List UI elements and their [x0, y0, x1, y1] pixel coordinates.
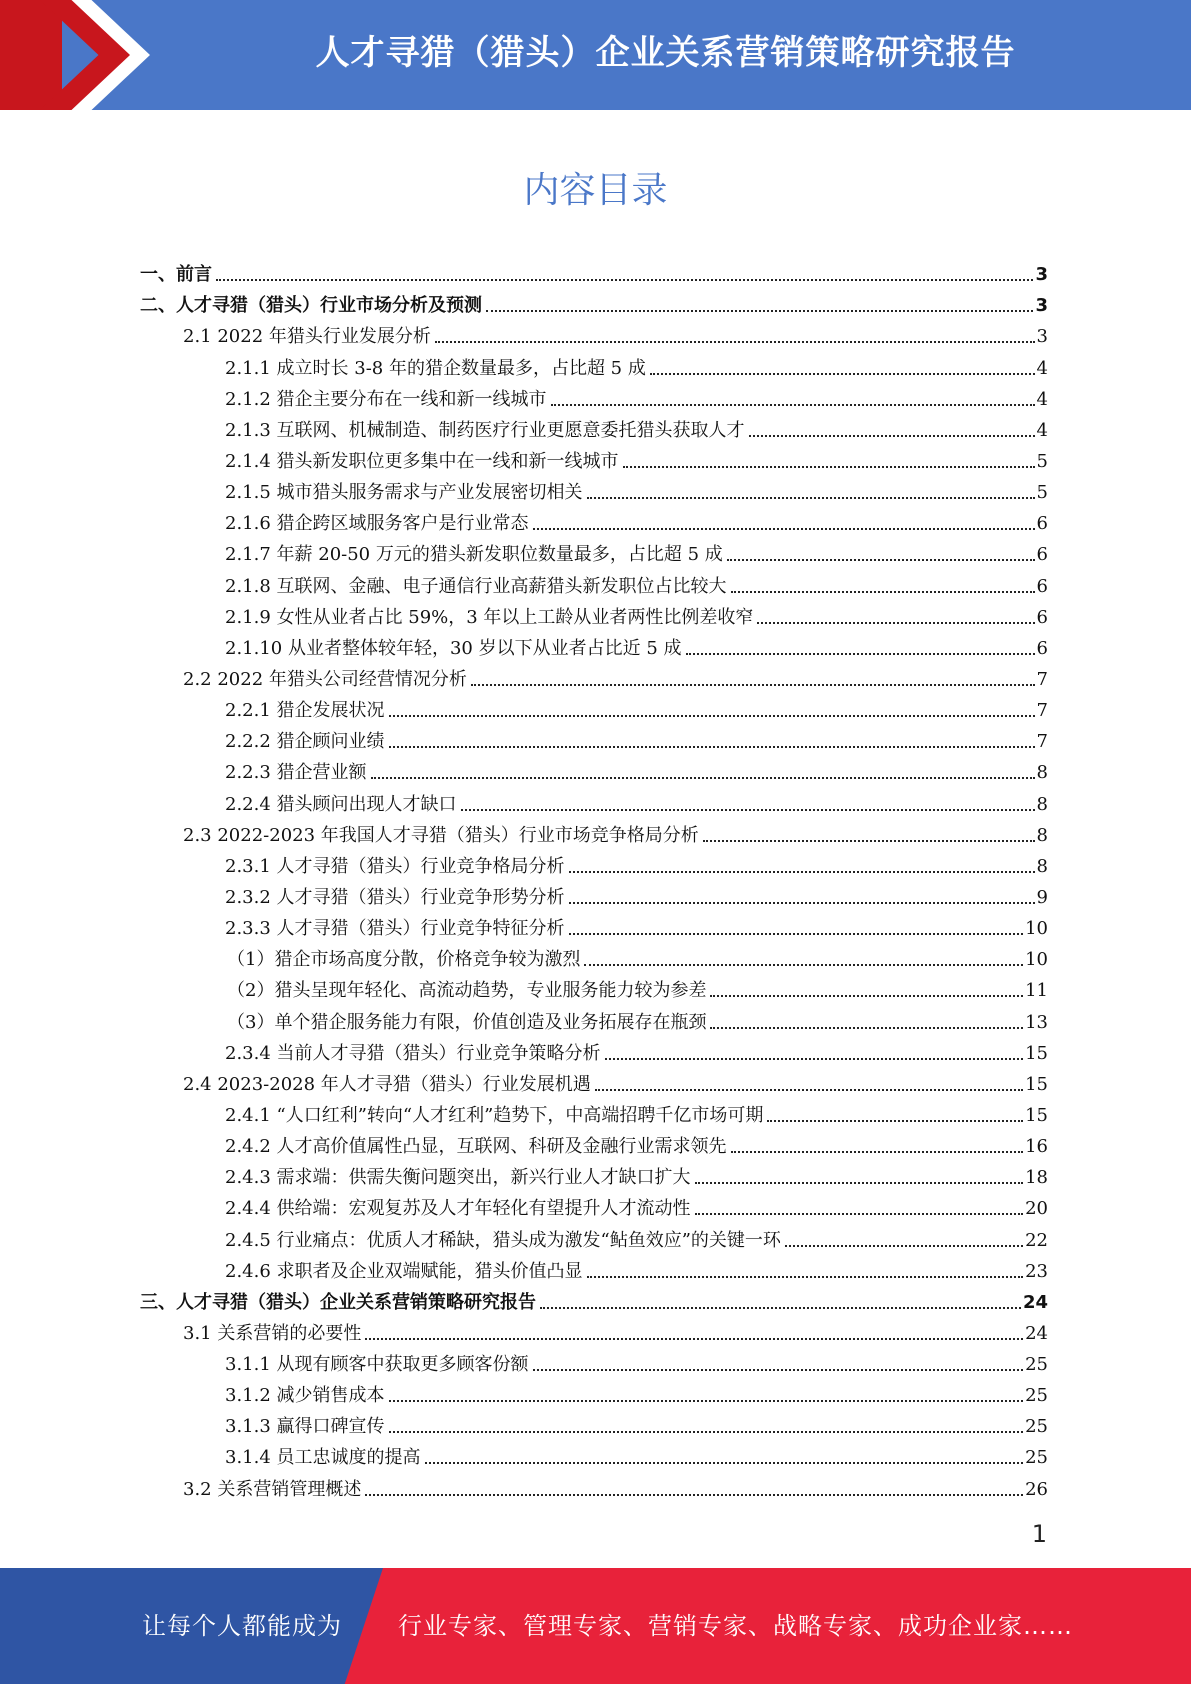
- toc-leader-dots: [749, 434, 1035, 437]
- toc-entry[interactable]: [140, 1220, 1048, 1251]
- footer-slogan-left: 让每个人都能成为: [142, 1612, 342, 1640]
- toc-leader-dots: [584, 963, 1023, 966]
- toc-entry-title: 2.4 2023-2028 年人才寻猎（猎头）行业发展机遇: [183, 1073, 591, 1095]
- toc-entry[interactable]: [140, 971, 1048, 1002]
- toc-leader-dots: [569, 870, 1035, 873]
- toc-leader-dots: [425, 1461, 1024, 1464]
- toc-entry[interactable]: [140, 1407, 1048, 1438]
- toc-leader-dots: [461, 808, 1035, 811]
- report-title: 人才寻猎（猎头）企业关系营销策略研究报告: [315, 33, 1016, 73]
- toc-leader-dots: [731, 1150, 1024, 1153]
- toc-entry[interactable]: [140, 691, 1048, 722]
- toc-leader-dots: [533, 1368, 1024, 1371]
- toc-entry-page: 25: [1025, 1447, 1048, 1469]
- toc-entry[interactable]: [140, 847, 1048, 878]
- toc-entry[interactable]: [140, 660, 1048, 691]
- toc-entry-title: 2.1.5 城市猎头服务需求与产业发展密切相关: [225, 482, 583, 504]
- toc-entry-page: 8: [1036, 793, 1048, 815]
- toc-entry-title: 2.4.3 需求端：供需失衡问题突出，新兴行业人才缺口扩大: [225, 1167, 691, 1189]
- toc-entry[interactable]: [140, 1096, 1048, 1127]
- toc-entry-page: 8: [1036, 824, 1048, 846]
- toc-entry-title: 2.4.2 人才高价值属性凸显，互联网、科研及金融行业需求领先: [225, 1136, 727, 1158]
- toc-leader-dots: [389, 1430, 1024, 1433]
- toc-entry[interactable]: [140, 380, 1048, 411]
- toc-entry-title: 2.1.6 猎企跨区域服务客户是行业常态: [225, 513, 529, 535]
- toc-entry-title: 2.1 2022 年猎头行业发展分析: [183, 326, 431, 348]
- toc-entry-title: 2.4.6 求职者及企业双端赋能，猎头价值凸显: [225, 1260, 583, 1282]
- toc-entry[interactable]: [140, 753, 1048, 784]
- footer-slogan-right: 行业专家、管理专家、营销专家、战略专家、成功企业家……: [398, 1612, 1073, 1640]
- toc-entry[interactable]: [140, 878, 1048, 909]
- toc-entry-title: 2.3.3 人才寻猎（猎头）行业竞争特征分析: [225, 918, 565, 940]
- toc-entry-title: 一、前言: [140, 264, 212, 286]
- toc-entry[interactable]: [140, 1345, 1048, 1376]
- toc-leader-dots: [540, 1306, 1021, 1309]
- toc-entry[interactable]: [140, 1002, 1048, 1033]
- toc-leader-dots: [486, 309, 1033, 312]
- toc-leader-dots: [757, 621, 1034, 624]
- toc-entry[interactable]: [140, 411, 1048, 442]
- toc-entry-page: 24: [1025, 1322, 1048, 1344]
- toc-leader-dots: [587, 1275, 1024, 1278]
- header-red-block: [0, 0, 62, 110]
- toc-entry-title: 2.4.5 行业痛点：优质人才稀缺，猎头成为激发“鲇鱼效应”的关键一环: [225, 1229, 781, 1251]
- toc-entry-page: 7: [1036, 700, 1048, 722]
- toc-leader-dots: [389, 745, 1035, 748]
- toc-entry-page: 7: [1036, 668, 1048, 690]
- toc-entry[interactable]: [140, 473, 1048, 504]
- toc-leader-dots: [569, 932, 1024, 935]
- toc-entry-title: 2.1.7 年薪 20-50 万元的猎头新发职位数量最多，占比超 5 成: [225, 544, 723, 566]
- toc-entry-title: 3.1.2 减少销售成本: [225, 1385, 385, 1407]
- toc-leader-dots: [471, 683, 1035, 686]
- toc-entry-page: 26: [1025, 1478, 1048, 1500]
- toc-leader-dots: [551, 403, 1035, 406]
- toc-entry[interactable]: [140, 348, 1048, 379]
- toc-entry-page: 11: [1025, 980, 1048, 1002]
- toc-entry-page: 4: [1036, 357, 1048, 379]
- toc-leader-dots: [727, 558, 1035, 561]
- toc-leader-dots: [389, 1399, 1024, 1402]
- toc-entry[interactable]: [140, 1252, 1048, 1283]
- toc-heading: 内容目录: [523, 170, 668, 211]
- toc-leader-dots: [695, 1181, 1024, 1184]
- toc-entry-title: 2.2.2 猎企顾问业绩: [225, 731, 385, 753]
- toc-entry-title: 二、人才寻猎（猎头）行业市场分析及预测: [140, 295, 482, 317]
- toc-entry-title: 2.1.10 从业者整体较年轻，30 岁以下从业者占比近 5 成: [225, 637, 682, 659]
- toc-leader-dots: [365, 1337, 1023, 1340]
- toc-leader-dots: [569, 901, 1035, 904]
- toc-entry-page: 6: [1036, 513, 1048, 535]
- toc-entry-title: 2.1.2 猎企主要分布在一线和新一线城市: [225, 388, 547, 410]
- toc-entry[interactable]: [140, 566, 1048, 597]
- toc-leader-dots: [710, 1026, 1023, 1029]
- toc-entry-title: 2.1.1 成立时长 3-8 年的猎企数量最多，占比超 5 成: [225, 357, 646, 379]
- toc-entry[interactable]: [140, 535, 1048, 566]
- toc-entry-title: 2.2.1 猎企发展状况: [225, 700, 385, 722]
- toc-entry-title: 2.1.8 互联网、金融、电子通信行业高薪猎头新发职位占比较大: [225, 575, 727, 597]
- toc-leader-dots: [389, 714, 1035, 717]
- toc-entry[interactable]: [140, 504, 1048, 535]
- toc-entry[interactable]: [140, 1065, 1048, 1096]
- toc-leader-dots: [703, 839, 1035, 842]
- toc-entry-page: 18: [1025, 1167, 1048, 1189]
- toc-leader-dots: [686, 652, 1035, 655]
- toc-entry[interactable]: [140, 286, 1048, 317]
- toc-entry-title: 2.3.2 人才寻猎（猎头）行业竞争形势分析: [225, 886, 565, 908]
- toc-leader-dots: [731, 590, 1035, 593]
- toc-entry-page: 6: [1036, 544, 1048, 566]
- toc-entry-page: 13: [1025, 1011, 1048, 1033]
- toc-entry-title: 2.4.1 “人口红利”转向“人才红利”趋势下，中高端招聘千亿市场可期: [225, 1104, 764, 1126]
- toc-entry[interactable]: [140, 1469, 1048, 1500]
- toc-entry[interactable]: [140, 722, 1048, 753]
- toc-entry-page: 24: [1022, 1291, 1048, 1313]
- toc-entry-page: 25: [1025, 1385, 1048, 1407]
- page-footer-band: [0, 1568, 1191, 1684]
- page-number: 1: [1031, 1520, 1047, 1548]
- toc-entry-title: 2.2.4 猎头顾问出现人才缺口: [225, 793, 457, 815]
- toc-entry[interactable]: [140, 1189, 1048, 1220]
- toc-entry-page: 3: [1035, 295, 1048, 317]
- toc-entry-title: （2）猎头呈现年轻化、高流动趋势，专业服务能力较为参差: [227, 980, 707, 1002]
- toc-entry-title: （1）猎企市场高度分散，价格竞争较为激烈: [227, 949, 581, 971]
- toc-entry-page: 5: [1036, 482, 1048, 504]
- toc-entry-page: 8: [1036, 855, 1048, 877]
- toc-leader-dots: [785, 1244, 1023, 1247]
- toc-entry-page: 8: [1036, 762, 1048, 784]
- toc-entry[interactable]: [140, 816, 1048, 847]
- toc-entry-page: 4: [1036, 388, 1048, 410]
- toc-entry-title: 3.1 关系营销的必要性: [183, 1322, 362, 1344]
- toc-entry-page: 25: [1025, 1416, 1048, 1438]
- toc-entry-page: 16: [1025, 1136, 1048, 1158]
- toc-entry-page: 4: [1036, 419, 1048, 441]
- toc-entry-title: 2.3 2022-2023 年我国人才寻猎（猎头）行业市场竞争格局分析: [183, 824, 699, 846]
- toc-entry-title: （3）单个猎企服务能力有限，价值创造及业务拓展存在瓶颈: [227, 1011, 707, 1033]
- toc-entry-title: 2.4.4 供给端：宏观复苏及人才年轻化有望提升人才流动性: [225, 1198, 691, 1220]
- toc-entry-title: 3.2 关系营销管理概述: [183, 1478, 362, 1500]
- toc-entry-page: 23: [1025, 1260, 1048, 1282]
- toc-leader-dots: [587, 496, 1035, 499]
- toc-entry-page: 22: [1025, 1229, 1048, 1251]
- toc-leader-dots: [595, 1088, 1023, 1091]
- toc-entry-title: 2.3.4 当前人才寻猎（猎头）行业竞争策略分析: [225, 1042, 601, 1064]
- toc-entry-page: 3: [1036, 326, 1048, 348]
- toc-leader-dots: [710, 994, 1023, 997]
- toc-leader-dots: [695, 1212, 1024, 1215]
- toc-entry-page: 7: [1036, 731, 1048, 753]
- toc-leader-dots: [533, 527, 1035, 530]
- toc-entry-page: 5: [1036, 450, 1048, 472]
- toc-entry[interactable]: [140, 598, 1048, 629]
- toc-entry[interactable]: [140, 1158, 1048, 1189]
- toc-entry[interactable]: [140, 1283, 1048, 1314]
- toc-leader-dots: [650, 372, 1035, 375]
- toc-entry-title: 2.1.3 互联网、机械制造、制药医疗行业更愿意委托猎头获取人才: [225, 419, 745, 441]
- toc-entry-page: 25: [1025, 1354, 1048, 1376]
- table-of-contents: [140, 255, 1048, 1501]
- toc-entry[interactable]: [140, 1034, 1048, 1065]
- toc-leader-dots: [371, 776, 1035, 779]
- toc-entry-title: 2.1.4 猎头新发职位更多集中在一线和新一线城市: [225, 450, 619, 472]
- toc-entry[interactable]: [140, 317, 1048, 348]
- toc-entry-title: 3.1.1 从现有顾客中获取更多顾客份额: [225, 1354, 529, 1376]
- toc-entry[interactable]: [140, 784, 1048, 815]
- toc-entry-page: 15: [1025, 1042, 1048, 1064]
- toc-entry-page: 10: [1025, 918, 1048, 940]
- toc-entry-page: 10: [1025, 949, 1048, 971]
- toc-entry[interactable]: [140, 940, 1048, 971]
- toc-entry-page: 15: [1025, 1104, 1048, 1126]
- page-header-band: [0, 0, 1191, 110]
- toc-entry-title: 2.3.1 人才寻猎（猎头）行业竞争格局分析: [225, 855, 565, 877]
- toc-entry-page: 6: [1036, 575, 1048, 597]
- toc-entry-page: 6: [1036, 606, 1048, 628]
- toc-leader-dots: [605, 1057, 1024, 1060]
- toc-leader-dots: [216, 278, 1033, 281]
- toc-leader-dots: [623, 465, 1035, 468]
- toc-leader-dots: [365, 1493, 1023, 1496]
- toc-entry-title: 三、人才寻猎（猎头）企业关系营销策略研究报告: [140, 1291, 536, 1313]
- toc-leader-dots: [767, 1119, 1023, 1122]
- toc-entry-title: 2.2.3 猎企营业额: [225, 762, 367, 784]
- toc-entry-page: 9: [1036, 886, 1048, 908]
- toc-entry-title: 2.2 2022 年猎头公司经营情况分析: [183, 668, 467, 690]
- toc-entry-title: 3.1.4 员工忠诚度的提高: [225, 1447, 421, 1469]
- toc-entry[interactable]: [140, 909, 1048, 940]
- toc-entry[interactable]: [140, 255, 1048, 286]
- toc-entry[interactable]: [140, 629, 1048, 660]
- toc-leader-dots: [435, 340, 1035, 343]
- toc-entry[interactable]: [140, 1438, 1048, 1469]
- toc-entry[interactable]: [140, 1127, 1048, 1158]
- toc-entry-title: 3.1.3 赢得口碑宣传: [225, 1416, 385, 1438]
- toc-entry[interactable]: [140, 1376, 1048, 1407]
- toc-entry-page: 20: [1025, 1198, 1048, 1220]
- toc-entry-page: 15: [1025, 1073, 1048, 1095]
- toc-entry[interactable]: [140, 442, 1048, 473]
- toc-entry[interactable]: [140, 1314, 1048, 1345]
- toc-entry-page: 3: [1035, 264, 1048, 286]
- toc-entry-page: 6: [1036, 637, 1048, 659]
- toc-entry-title: 2.1.9 女性从业者占比 59%，3 年以上工龄从业者两性比例差收窄: [225, 606, 754, 628]
